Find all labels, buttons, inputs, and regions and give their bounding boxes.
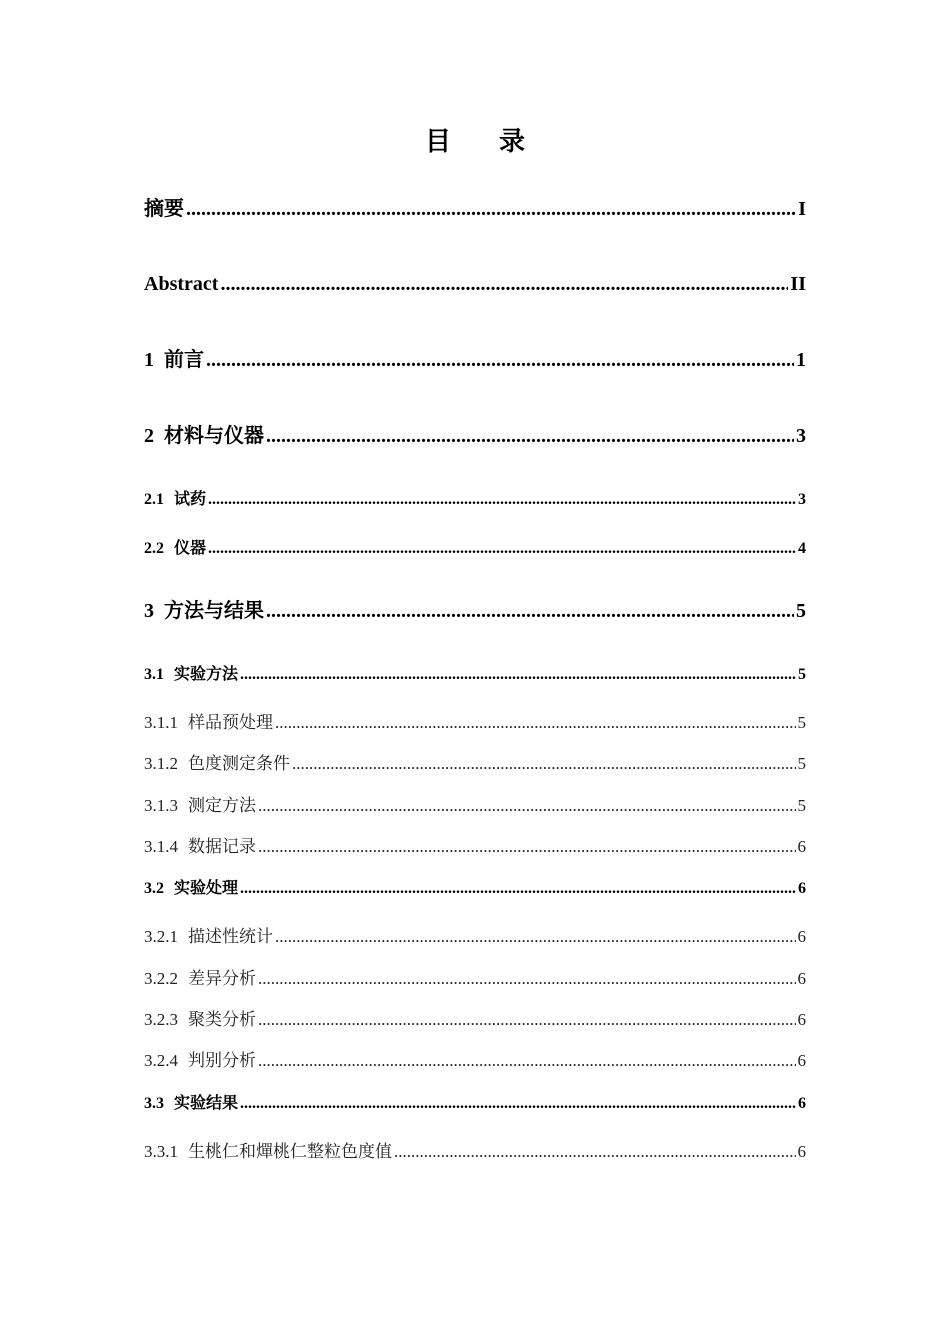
- toc-entry-number: 3.1.2: [144, 754, 178, 773]
- toc-page-number: 5: [797, 754, 806, 773]
- toc-title: [0, 124, 950, 160]
- toc-leader-dots: [258, 836, 796, 858]
- toc-entry-label: Abstract: [144, 273, 219, 295]
- toc-leader-dots: [275, 712, 796, 734]
- toc-entry-number: 2: [144, 425, 154, 447]
- toc-entry-text: 仪器: [174, 540, 207, 557]
- toc-page-number: 3: [798, 491, 806, 508]
- toc-entry-section-3-2-2[interactable]: [144, 968, 806, 990]
- toc-entry-section-3-1-1[interactable]: [144, 712, 806, 734]
- toc-entry-label: 摘要: [144, 198, 184, 220]
- toc-entry-label: [144, 664, 238, 686]
- toc-entry-number: 3: [144, 600, 154, 622]
- toc-entry-text: 实验方法: [174, 666, 239, 683]
- toc-entry-label: [144, 347, 204, 373]
- toc-entry-abstract-en[interactable]: [144, 271, 806, 297]
- toc-entry-label: [144, 1050, 256, 1072]
- toc-leader-dots: [240, 878, 796, 900]
- toc-entry-label: [144, 1009, 256, 1031]
- toc-entry-label: [144, 712, 273, 734]
- toc-entry-label: [144, 968, 256, 990]
- toc-page-number: 3: [796, 425, 806, 447]
- toc-entry-text: 判别分析: [188, 1051, 256, 1070]
- toc-entry-text: 差异分析: [188, 969, 256, 988]
- toc-leader-dots: [266, 423, 794, 449]
- toc-title-char-1: 目: [424, 127, 451, 156]
- toc-entry-section-3-1-3[interactable]: [144, 795, 806, 817]
- toc-entry-text: 样品预处理: [188, 713, 273, 732]
- toc-page-number: I: [798, 198, 806, 220]
- toc-entry-text: 实验结果: [174, 1095, 239, 1112]
- toc-page-number: 6: [797, 969, 806, 988]
- toc-entry-label: [144, 878, 238, 900]
- toc-entry-section-3-3-1[interactable]: [144, 1141, 806, 1163]
- toc-page-number: 6: [797, 837, 806, 856]
- toc-entry-text: 聚类分析: [188, 1010, 256, 1029]
- toc-title-char-2: 录: [499, 127, 526, 156]
- toc-page-number: 5: [797, 796, 806, 815]
- toc-entry-number: 3.2: [144, 880, 164, 897]
- toc-leader-dots: [240, 664, 796, 686]
- toc-leader-dots: [186, 196, 796, 222]
- toc-entry-text: 方法与结果: [164, 600, 264, 622]
- toc-leader-dots: [275, 926, 796, 948]
- toc-entry-section-3-2-1[interactable]: [144, 926, 806, 948]
- toc-entry-number: 3.2.1: [144, 927, 178, 946]
- toc-page-number: 5: [798, 666, 806, 683]
- toc-leader-dots: [206, 347, 794, 373]
- toc-entry-number: 3.1.3: [144, 796, 178, 815]
- toc-entry-number: 3.1: [144, 666, 164, 683]
- toc-entry-text: 材料与仪器: [164, 425, 264, 447]
- toc-page-number: 6: [797, 1051, 806, 1070]
- toc-page-number: 5: [797, 713, 806, 732]
- toc-entry-number: 3.2.3: [144, 1010, 178, 1029]
- toc-entry-text: 试药: [174, 491, 207, 508]
- toc-entry-section-2-2[interactable]: [144, 538, 806, 560]
- toc-entry-label: [144, 489, 206, 511]
- toc-entry-abstract-cn[interactable]: [144, 196, 806, 222]
- toc-entry-number: 3.3.1: [144, 1142, 178, 1161]
- toc-page-number: 6: [797, 927, 806, 946]
- toc-page-number: 5: [796, 600, 806, 622]
- toc-entry-section-3-3[interactable]: [144, 1093, 806, 1115]
- toc-entry-section-1[interactable]: [144, 347, 806, 373]
- toc-page-number: 6: [797, 1142, 806, 1161]
- toc-entry-number: 1: [144, 349, 154, 371]
- toc-entry-text: 色度测定条件: [188, 754, 290, 773]
- toc-entry-text: 数据记录: [188, 837, 256, 856]
- toc-entry-text: 描述性统计: [188, 927, 273, 946]
- toc-entry-label: [144, 795, 256, 817]
- toc-entry-section-3-2-3[interactable]: [144, 1009, 806, 1031]
- toc-leader-dots: [208, 489, 796, 511]
- toc-entry-label: [144, 1093, 238, 1115]
- toc-entry-section-3-1[interactable]: [144, 664, 806, 686]
- toc-page-number: II: [790, 273, 806, 295]
- toc-entry-section-2-1[interactable]: [144, 489, 806, 511]
- toc-leader-dots: [258, 795, 796, 817]
- toc-entry-label: [144, 753, 290, 775]
- toc-leader-dots: [266, 598, 794, 624]
- toc-entry-text: 实验处理: [174, 880, 239, 897]
- toc-leader-dots: [258, 968, 796, 990]
- toc-entry-section-3-2-4[interactable]: [144, 1050, 806, 1072]
- toc-entry-number: 3.1.4: [144, 837, 178, 856]
- toc-leader-dots: [240, 1093, 796, 1115]
- toc-entry-label: [144, 423, 264, 449]
- toc-leader-dots: [258, 1009, 796, 1031]
- toc-entry-label: [144, 598, 264, 624]
- toc-page-number: 6: [798, 880, 806, 897]
- toc-page-number: 6: [797, 1010, 806, 1029]
- toc-entry-section-3-1-4[interactable]: [144, 836, 806, 858]
- toc-entry-label: [144, 538, 206, 560]
- toc-entry-label: [144, 1141, 392, 1163]
- toc-entry-section-2[interactable]: [144, 423, 806, 449]
- toc-entry-text: 测定方法: [188, 796, 256, 815]
- toc-entry-number: 3.2.2: [144, 969, 178, 988]
- toc-entry-text: 前言: [164, 349, 204, 371]
- toc-entry-text: 生桃仁和燀桃仁整粒色度值: [188, 1142, 392, 1161]
- toc-entry-label: [144, 926, 273, 948]
- toc-entry-number: 3.1.1: [144, 713, 178, 732]
- toc-page-number: 1: [796, 349, 806, 371]
- toc-entry-section-3-2[interactable]: [144, 878, 806, 900]
- toc-entry-number: 2.1: [144, 491, 164, 508]
- toc-leader-dots: [394, 1141, 796, 1163]
- toc-entry-section-3-1-2[interactable]: [144, 753, 806, 775]
- toc-leader-dots: [258, 1050, 796, 1072]
- toc-entry-number: 3.2.4: [144, 1051, 178, 1070]
- toc-leader-dots: [220, 271, 788, 297]
- toc-leader-dots: [208, 538, 796, 560]
- toc-entry-number: 2.2: [144, 540, 164, 557]
- toc-entry-label: [144, 836, 256, 858]
- toc-entry-section-3[interactable]: [144, 598, 806, 624]
- toc-leader-dots: [292, 753, 796, 775]
- toc-page-number: 4: [798, 540, 806, 557]
- toc-entry-number: 3.3: [144, 1095, 164, 1112]
- toc-page-number: 6: [798, 1095, 806, 1112]
